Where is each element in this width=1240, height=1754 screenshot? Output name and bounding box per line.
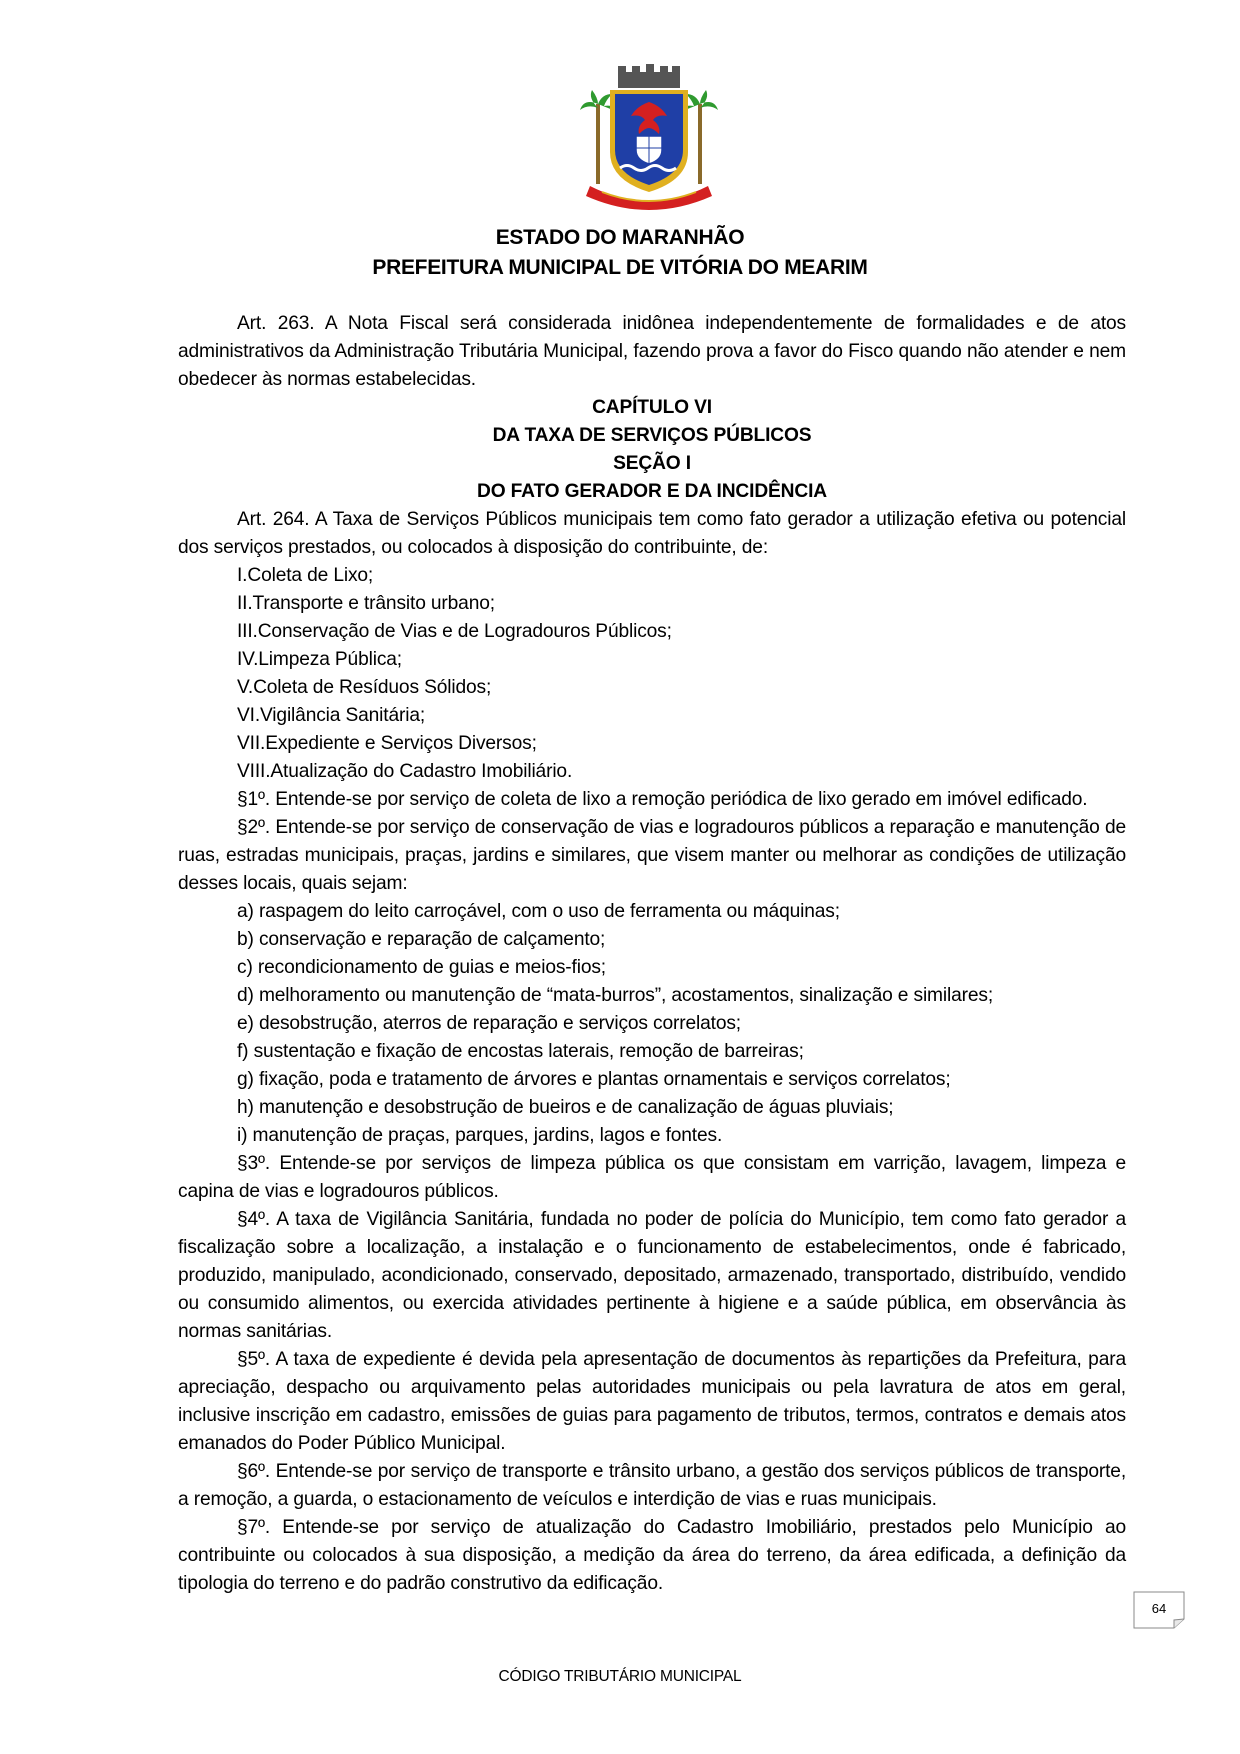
paragraph-1: §1º. Entende-se por serviço de coleta de lixo a remoção periódica de lixo gerado em imóvel edificado.	[237, 789, 1088, 810]
list-item: d) melhoramento ou manutenção de “mata-burros”, acostamentos, sinalização e similares;	[237, 985, 994, 1006]
list-item: e) desobstrução, aterros de reparação e serviços correlatos;	[237, 1013, 741, 1034]
section-title: DO FATO GERADOR E DA INCIDÊNCIA	[477, 481, 827, 502]
list-item: f) sustentação e fixação de encostas laterais, remoção de barreiras;	[237, 1041, 804, 1062]
list-item: i) manutenção de praças, parques, jardins, lagos e fontes.	[237, 1125, 723, 1146]
paragraph-2: §2º. Entende-se por serviço de conservação de vias e logradouros públicos a reparação e manutenção de ruas, estradas municipais, praças, jardins e similares, que visem manter ou melhorar as condições de utilização desses locais, quais sejam:	[178, 817, 1126, 894]
list-item: a) raspagem do leito carroçável, com o uso de ferramenta ou máquinas;	[237, 901, 840, 922]
list-item: I.Coleta de Lixo;	[237, 565, 374, 586]
list-item: II.Transporte e trânsito urbano;	[237, 593, 495, 614]
list-item: III.Conservação de Vias e de Logradouros Públicos;	[237, 621, 672, 642]
section-heading: SEÇÃO I	[613, 453, 691, 474]
chapter-heading: CAPÍTULO VI	[592, 397, 712, 418]
list-item: h) manutenção e desobstrução de bueiros e de canalização de águas pluviais;	[237, 1097, 894, 1118]
list-item: c) recondicionamento de guias e meios-fios;	[237, 957, 606, 978]
chapter-title: DA TAXA DE SERVIÇOS PÚBLICOS	[492, 425, 812, 446]
list-item: g) fixação, poda e tratamento de árvores e plantas ornamentais e serviços correlatos;	[237, 1069, 951, 1090]
list-item: V.Coleta de Resíduos Sólidos;	[237, 677, 492, 698]
paragraph-7: §7º. Entende-se por serviço de atualização do Cadastro Imobiliário, prestados pelo Município ao contribuinte ou colocados à sua disposição, a medição da área do terreno, da área edificada, a definição da tipologia do terreno e do padrão construtivo da edificação.	[178, 1517, 1126, 1594]
page-number: 64	[1151, 1601, 1167, 1616]
document-body	[178, 310, 1126, 1598]
list-item: VI.Vigilância Sanitária;	[237, 705, 426, 726]
article-264: Art. 264. A Taxa de Serviços Públicos municipais tem como fato gerador a utilização efetiva ou potencial dos serviços prestados, ou colocados à disposição do contribuinte, de:	[178, 509, 1126, 558]
header-municipality: PREFEITURA MUNICIPAL DE VITÓRIA DO MEARIM	[372, 256, 868, 279]
paragraph-5: §5º. A taxa de expediente é devida pela apresentação de documentos às repartições da Prefeitura, para apreciação, despacho ou arquivamento pelas autoridades municipais ou pela lavratura de atos em geral, inclusive inscrição em cadastro, emissões de guias para pagamento de tributos, termos, contratos e demais atos emanados do Poder Público Municipal.	[178, 1349, 1126, 1454]
list-item: b) conservação e reparação de calçamento;	[237, 929, 606, 950]
paragraph-6: §6º. Entende-se por serviço de transporte e trânsito urbano, a gestão dos serviços públicos de transporte, a remoção, a guarda, o estacionamento de veículos e interdição de vias e ruas municipais.	[178, 1461, 1126, 1510]
header-state: ESTADO DO MARANHÃO	[495, 226, 745, 249]
article-263: Art. 263. A Nota Fiscal será considerada inidônea independentemente de formalidades e de atos administrativos da Administração Tributária Municipal, fazendo prova a favor do Fisco quando não atender e nem obedecer às normas estabelecidas.	[178, 313, 1126, 390]
list-item: VII.Expediente e Serviços Diversos;	[237, 733, 537, 754]
coat-of-arms-icon	[578, 64, 720, 212]
page-number-box	[1133, 1591, 1185, 1629]
list-item: IV.Limpeza Pública;	[237, 649, 402, 670]
paragraph-3: §3º. Entende-se por serviços de limpeza pública os que consistam em varrição, lavagem, limpeza e capina de vias e logradouros públicos.	[178, 1153, 1126, 1202]
page-footer: CÓDIGO TRIBUTÁRIO MUNICIPAL	[498, 1668, 742, 1685]
list-item: VIII.Atualização do Cadastro Imobiliário.	[237, 761, 573, 782]
paragraph-4: §4º. A taxa de Vigilância Sanitária, fundada no poder de polícia do Município, tem como fato gerador a fiscalização sobre a localização, a instalação e o funcionamento de estabelecimentos, onde é fabricado, produzido, manipulado, acondicionado, conservado, depositado, armazenado, transportado, distribuído, vendido ou consumido alimentos, ou exercida atividades pertinente à higiene e a saúde pública, em observância às normas sanitárias.	[178, 1209, 1126, 1342]
